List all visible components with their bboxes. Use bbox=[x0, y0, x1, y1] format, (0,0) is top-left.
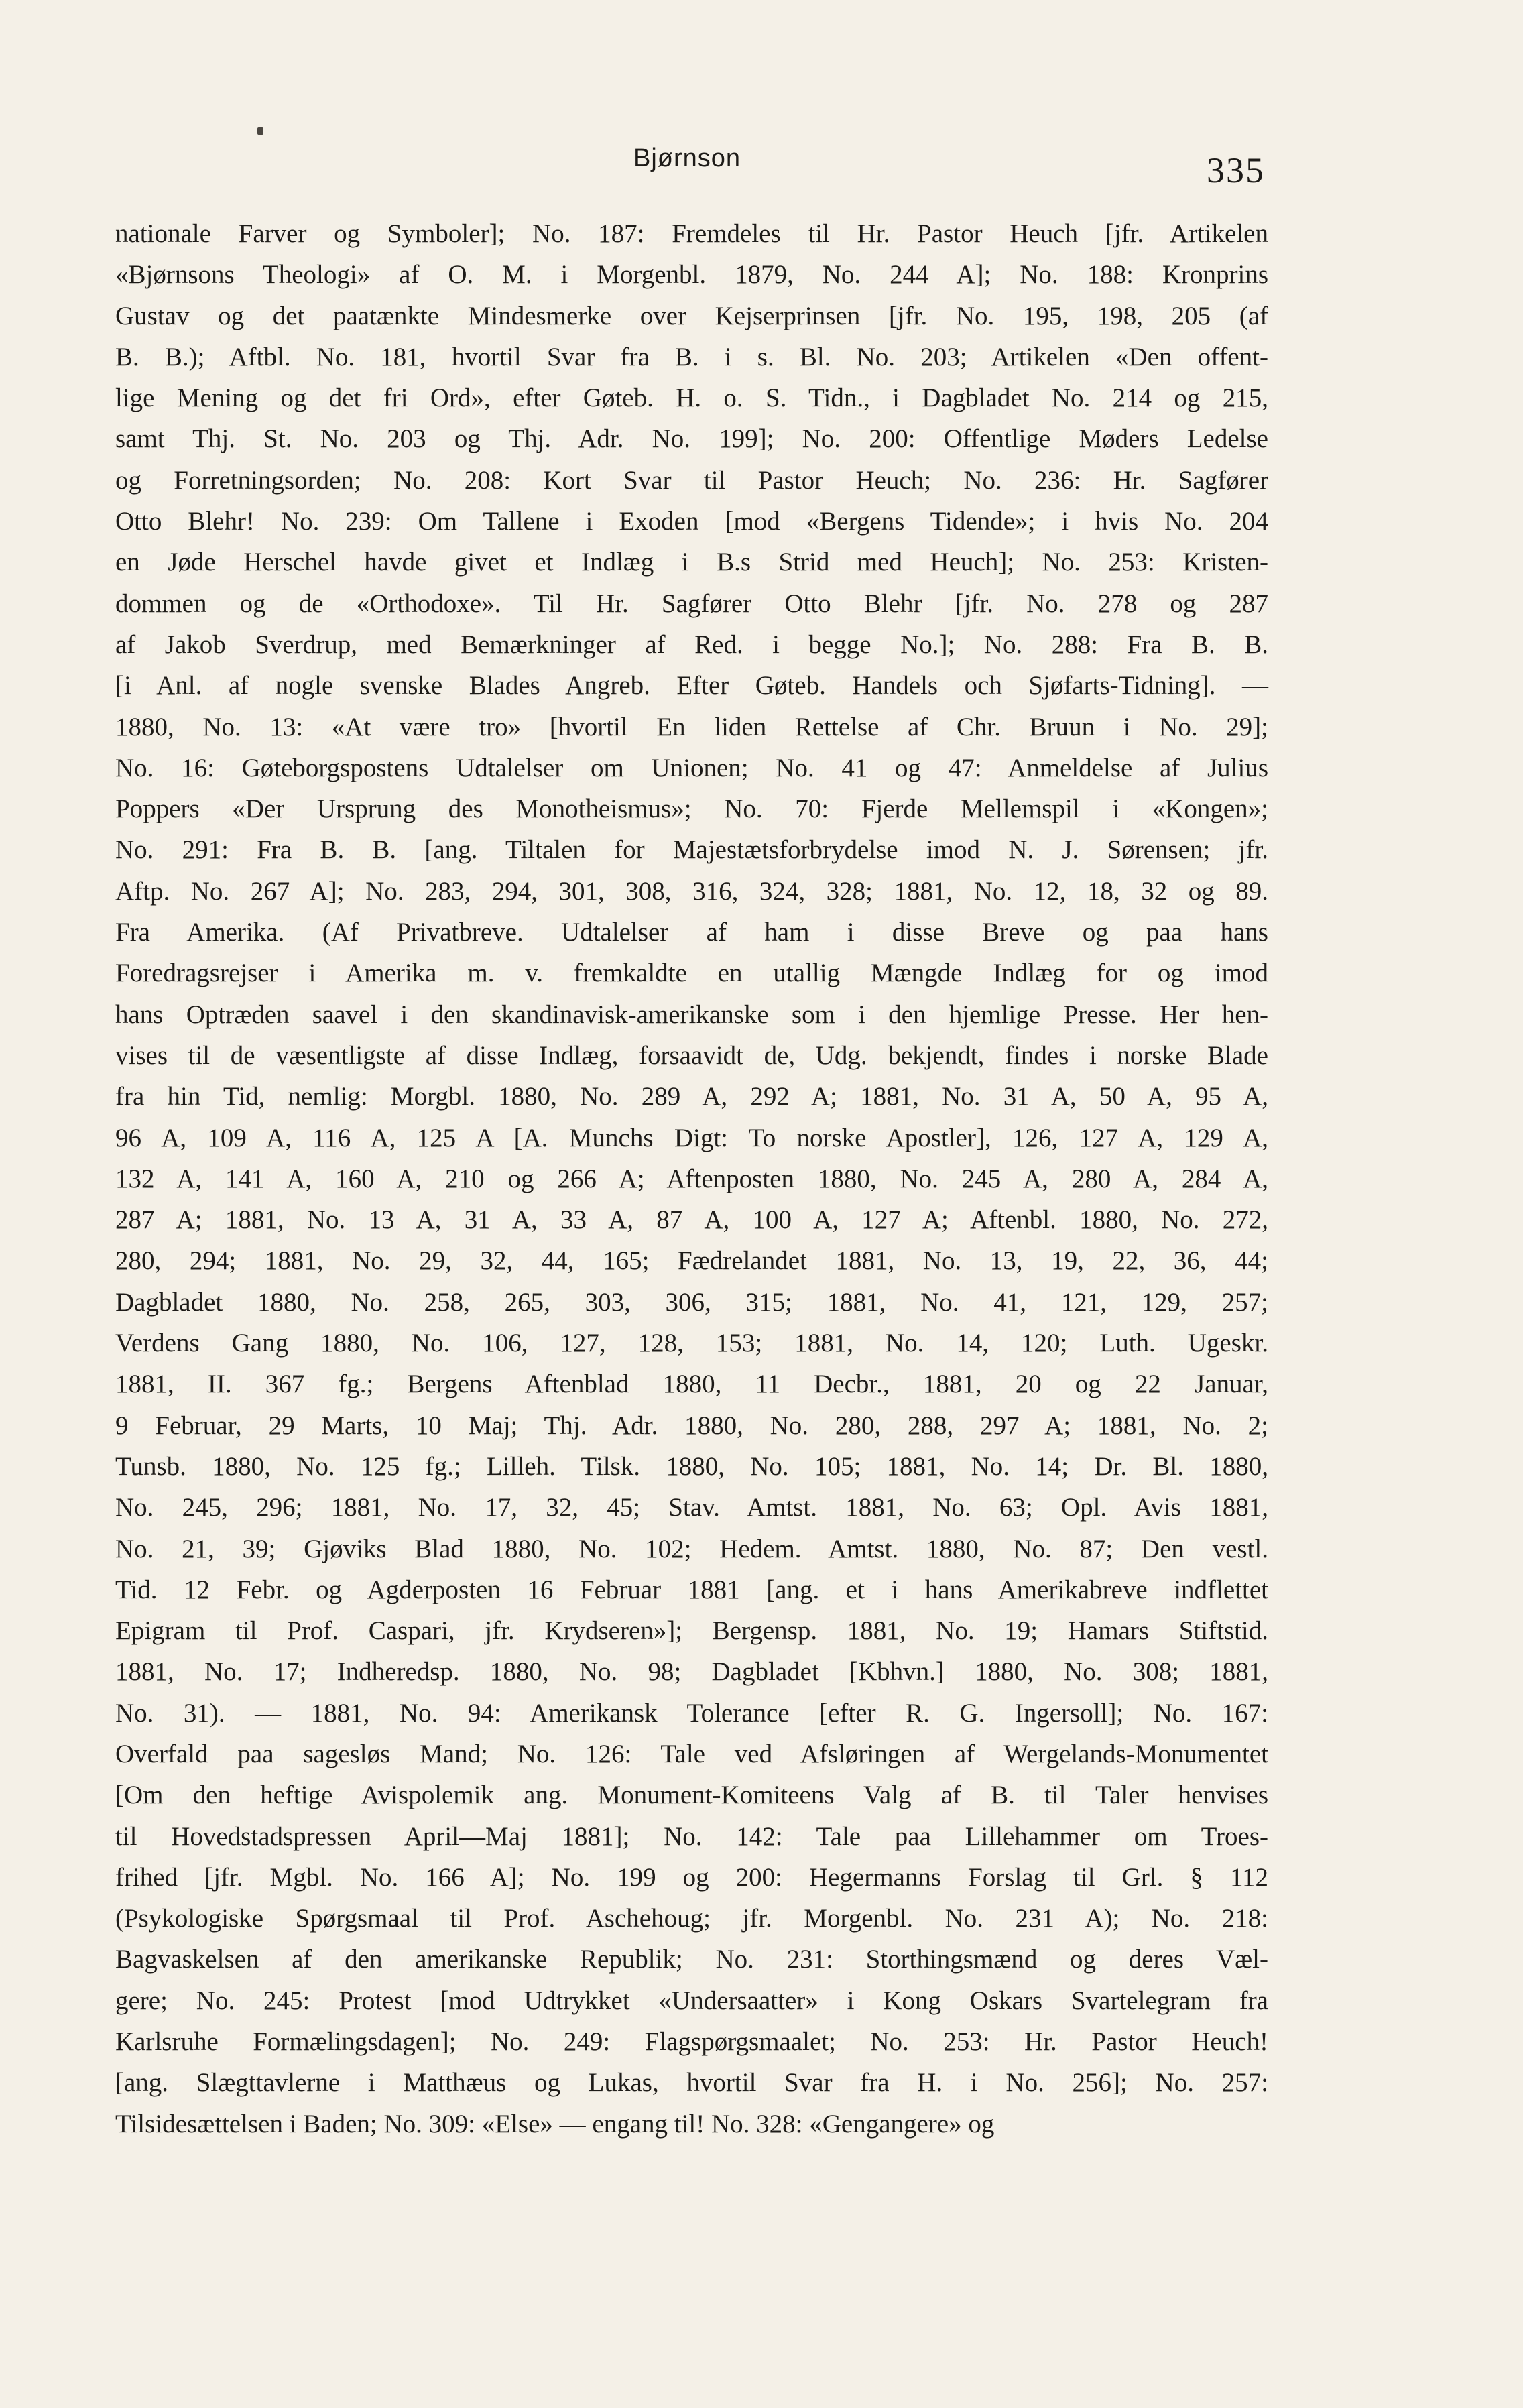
text-line: Verdens Gang 1880, No. 106, 127, 128, 153; 1881, No. 14, 120; Luth. Ugeskr. bbox=[115, 1329, 1268, 1358]
text-line: Fra Amerika. (Af Privatbreve. Udtalelser af ham i disse Breve og paa hans bbox=[115, 918, 1268, 947]
running-header bbox=[0, 144, 1523, 191]
text-line: en Jøde Herschel havde givet et Indlæg i B.s Strid med Heuch]; No. 253: Kristen- bbox=[115, 548, 1268, 577]
text-line: Tilsidesættelsen i Baden; No. 309: «Else» — engang til! No. 328: «Gengangere» og bbox=[115, 2109, 995, 2139]
text-line: Dagbladet 1880, No. 258, 265, 303, 306, 315; 1881, No. 41, 121, 129, 257; bbox=[115, 1287, 1268, 1317]
text-line: B. B.); Aftbl. No. 181, hvortil Svar fra B. i s. Bl. No. 203; Artikelen «Den offent- bbox=[115, 342, 1268, 371]
text-line: Karlsruhe Formælingsdagen]; No. 249: Flagspørgsmaalet; No. 253: Hr. Pastor Heuch! bbox=[115, 2027, 1268, 2057]
text-line: Poppers «Der Ursprung des Monotheismus»; No. 70: Fjerde Mellemspil i «Kongen»; bbox=[115, 794, 1268, 824]
text-line: og Forretningsorden; No. 208: Kort Svar til Pastor Heuch; No. 236: Hr. Sagfører bbox=[115, 465, 1268, 495]
text-body bbox=[115, 213, 1268, 2145]
text-line: Tid. 12 Febr. og Agderposten 16 Februar 1881 [ang. et i hans Amerikabreve indflettet bbox=[115, 1575, 1268, 1604]
text-line: Overfald paa sagesløs Mand; No. 126: Tale ved Afsløringen af Wergelands-Monumentet bbox=[115, 1739, 1268, 1768]
text-line: No. 291: Fra B. B. [ang. Tiltalen for Majestætsforbrydelse imod N. J. Sørensen; jfr. bbox=[115, 835, 1268, 865]
text-line: 287 A; 1881, No. 13 A, 31 A, 33 A, 87 A, 100 A, 127 A; Aftenbl. 1880, No. 272, bbox=[115, 1205, 1268, 1235]
text-line: Gustav og det paatænkte Mindesmerke over Kejserprinsen [jfr. No. 195, 198, 205 (af bbox=[115, 301, 1268, 330]
text-line: gere; No. 245: Protest [mod Udtrykket «Undersaatter» i Kong Oskars Svartelegram fra bbox=[115, 1986, 1268, 2015]
text-line: 1881, II. 367 fg.; Bergens Aftenblad 1880, 11 Decbr., 1881, 20 og 22 Januar, bbox=[115, 1370, 1268, 1399]
text-line: vises til de væsentligste af disse Indlæg, forsaavidt de, Udg. bekjendt, findes i norske Blade bbox=[115, 1040, 1268, 1070]
running-title: Bjørnson bbox=[633, 144, 741, 172]
text-line: [Om den heftige Avispolemik ang. Monument-Komiteens Valg af B. til Taler henvises bbox=[115, 1781, 1268, 1810]
text-line: 9 Februar, 29 Marts, 10 Maj; Thj. Adr. 1880, No. 280, 288, 297 A; 1881, No. 2; bbox=[115, 1410, 1268, 1440]
text-line: [ang. Slægttavlerne i Matthæus og Lukas, hvortil Svar fra H. i No. 256]; No. 257: bbox=[115, 2068, 1268, 2098]
text-line: Foredragsrejser i Amerika m. v. fremkaldte en utallig Mængde Indlæg for og imod bbox=[115, 959, 1268, 988]
text-line: frihed [jfr. Mgbl. No. 166 A]; No. 199 og 200: Hegermanns Forslag til Grl. § 112 bbox=[115, 1862, 1268, 1892]
text-line: fra hin Tid, nemlig: Morgbl. 1880, No. 289 A, 292 A; 1881, No. 31 A, 50 A, 95 A, bbox=[115, 1082, 1268, 1111]
ink-speck bbox=[257, 127, 263, 135]
text-line: samt Thj. St. No. 203 og Thj. Adr. No. 199]; No. 200: Offentlige Møders Ledelse bbox=[115, 424, 1268, 454]
text-line: Otto Blehr! No. 239: Om Tallene i Exoden [mod «Bergens Tidende»; i hvis No. 204 bbox=[115, 507, 1268, 536]
text-line: hans Optræden saavel i den skandinavisk-amerikanske som i den hjemlige Presse. Her hen- bbox=[115, 1000, 1268, 1029]
text-line: dommen og de «Orthodoxe». Til Hr. Sagfører Otto Blehr [jfr. No. 278 og 287 bbox=[115, 589, 1268, 618]
text-line: No. 21, 39; Gjøviks Blad 1880, No. 102; Hedem. Amtst. 1880, No. 87; Den vestl. bbox=[115, 1534, 1268, 1563]
text-line: [i Anl. af nogle svenske Blades Angreb. Efter Gøteb. Handels och Sjøfarts-Tidning]. — bbox=[115, 671, 1268, 701]
text-line: til Hovedstadspressen April—Maj 1881]; No. 142: Tale paa Lillehammer om Troes- bbox=[115, 1821, 1268, 1851]
text-line: No. 31). — 1881, No. 94: Amerikansk Tolerance [efter R. G. Ingersoll]; No. 167: bbox=[115, 1698, 1268, 1728]
text-line: nationale Farver og Symboler]; No. 187: Fremdeles til Hr. Pastor Heuch [jfr. Artikelen bbox=[115, 219, 1268, 248]
text-line: 132 A, 141 A, 160 A, 210 og 266 A; Aftenposten 1880, No. 245 A, 280 A, 284 A, bbox=[115, 1164, 1268, 1193]
text-line: Epigram til Prof. Caspari, jfr. Krydseren»]; Bergensp. 1881, No. 19; Hamars Stiftstid. bbox=[115, 1616, 1268, 1646]
text-line: «Bjørnsons Theologi» af O. M. i Morgenbl. 1879, No. 244 A]; No. 188: Kronprins bbox=[115, 260, 1268, 290]
text-line: Tunsb. 1880, No. 125 fg.; Lilleh. Tilsk. 1880, No. 105; 1881, No. 14; Dr. Bl. 1880, bbox=[115, 1451, 1268, 1481]
text-line: Aftp. No. 267 A]; No. 283, 294, 301, 308, 316, 324, 328; 1881, No. 12, 18, 32 og 89. bbox=[115, 876, 1268, 906]
text-line: (Psykologiske Spørgsmaal til Prof. Aschehoug; jfr. Morgenbl. No. 231 A); No. 218: bbox=[115, 1904, 1268, 1933]
page-number: 335 bbox=[1207, 150, 1265, 190]
text-line: 280, 294; 1881, No. 29, 32, 44, 165; Fædrelandet 1881, No. 13, 19, 22, 36, 44; bbox=[115, 1246, 1268, 1276]
text-line: lige Mening og det fri Ord», efter Gøteb. H. o. S. Tidn., i Dagbladet No. 214 og 215, bbox=[115, 383, 1268, 413]
text-line: No. 245, 296; 1881, No. 17, 32, 45; Stav. Amtst. 1881, No. 63; Opl. Avis 1881, bbox=[115, 1493, 1268, 1522]
text-line: af Jakob Sverdrup, med Bemærkninger af Red. i begge No.]; No. 288: Fra B. B. bbox=[115, 629, 1268, 659]
text-line: Bagvaskelsen af den amerikanske Republik; No. 231: Storthingsmænd og deres Væl- bbox=[115, 1945, 1268, 1974]
text-line: 1881, No. 17; Indheredsp. 1880, No. 98; Dagbladet [Kbhvn.] 1880, No. 308; 1881, bbox=[115, 1657, 1268, 1687]
text-line: No. 16: Gøteborgspostens Udtalelser om Unionen; No. 41 og 47: Anmeldelse af Julius bbox=[115, 753, 1268, 782]
text-line: 1880, No. 13: «At være tro» [hvortil En liden Rettelse af Chr. Bruun i No. 29]; bbox=[115, 712, 1268, 741]
text-line: 96 A, 109 A, 116 A, 125 A [A. Munchs Digt: To norske Apostler], 126, 127 A, 129 A, bbox=[115, 1123, 1268, 1152]
